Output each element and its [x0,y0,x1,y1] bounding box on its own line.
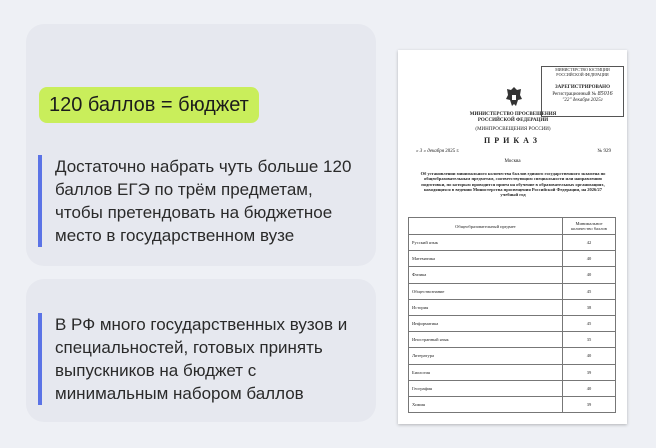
coat-of-arms-icon [505,86,523,108]
table-row: Математика 40 [409,251,616,267]
order-title: ПРИКАЗ [484,136,541,145]
ministry-header [418,112,608,133]
stamp-org: МИНИСТЕРСТВО ЮСТИЦИИ РОССИЙСКОЙ ФЕДЕРАЦИИ [555,67,610,77]
table-row: Обществознание 45 [409,283,616,299]
col-subject-header: Общеобразовательный предмет [409,218,563,235]
order-document-image [398,50,627,424]
table-row: География 40 [409,380,616,396]
stamp-reg-label: Регистрационный № [552,92,597,97]
table-row: Информатика 45 [409,315,616,331]
table-row: Иностранный язык 35 [409,332,616,348]
col-score-header: Минимальное количество баллов [563,218,616,235]
headline-text: 120 баллов = бюджет [49,93,249,116]
ministry-abbr: (МИНПРОСВЕЩЕНИЯ РОССИИ) [475,127,551,132]
table-row: История 38 [409,299,616,315]
stamp-reg-number: 85016 [597,91,613,97]
headline-badge [39,87,259,123]
stamp-date: "22" декабря 2025г [562,98,603,103]
registration-stamp [541,66,624,117]
order-heading: Об установлении минимального количества баллов единого государственного экзамена по общеобразовательным предметам, соответствующим специальности или направлению подготовки, по которым проводится прием на обучение в образовательных организациях, находящихся в ведении Министерства просвещения Российской Федерации, на 2026/27 учебный год [420,171,606,198]
order-city: Москва [504,159,521,164]
stamp-title: ЗАРЕГИСТРИРОВАНО [555,85,610,90]
order-date-handwritten: « 3 » декабря 2025 г. [416,149,460,154]
table-row: Физика 40 [409,267,616,283]
table-row: Литература 40 [409,348,616,364]
quote-block-bottom [38,313,360,405]
table-row: Русский язык 42 [409,235,616,251]
min-scores-table [408,217,616,413]
quote-text-top: Достаточно набрать чуть больше 120 баллов ЕГЭ по трём предметам, чтобы претендовать на бюджетное место в государственном вузе [55,157,352,245]
table-row: Биология 39 [409,364,616,380]
table-row: Химия 39 [409,396,616,412]
ministry-line1: МИНИСТЕРСТВО ПРОСВЕЩЕНИЯ [469,112,557,117]
quote-text-bottom: В РФ много государственных вузов и специальностей, готовых принять выпускников на бюджет с минимальным набором баллов [55,315,348,403]
stamp-reg [542,92,623,97]
table-header-row [409,218,616,235]
order-number: № 929 [597,149,611,154]
ministry-line2: РОССИЙСКОЙ ФЕДЕРАЦИИ [477,118,549,123]
quote-block-top [38,155,360,247]
order-date-line [416,149,611,154]
